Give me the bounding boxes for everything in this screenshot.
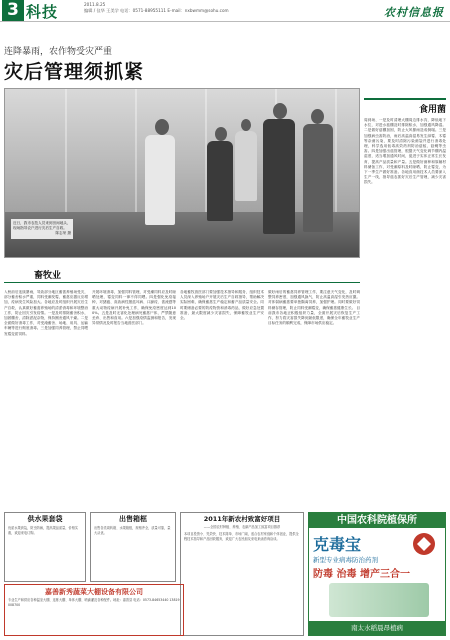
photo-person bbox=[303, 124, 333, 232]
page-header bbox=[0, 0, 450, 22]
company-title: 嘉善新秀蔬菜大棚设备有限公司 bbox=[45, 588, 143, 596]
column-5-text: 目前我市各地正积极组织力量，全面开展灾后恢复生产工作，努力将灾害损失降到最低限度，确保全年畜牧业生产目标任务的顺利完成，保障市场供应稳定。 bbox=[268, 305, 360, 326]
pesticide-slogan: 防毒 治毒 增产三合一 bbox=[313, 569, 410, 580]
pesticide-brand: 克毒宝 bbox=[313, 535, 362, 554]
section-title-livestock: 畜牧业 bbox=[34, 271, 62, 281]
column-4 bbox=[268, 290, 360, 500]
pesticide-header: 中国农科院植保所 bbox=[309, 513, 445, 528]
ad-greenhouse-company bbox=[4, 584, 184, 636]
ad-crates-body: 出售各类周转箱、水果箱框，规格齐全，质量可靠，量大从优。 bbox=[94, 526, 171, 535]
photo-credit: 陈志荣 摄 bbox=[55, 231, 71, 236]
photo-person bbox=[145, 135, 175, 225]
photo-person bbox=[235, 131, 257, 201]
ad-pesticide bbox=[308, 512, 446, 636]
header-contact: 编辑 / 仪华 王美学 电话：0571-88955111 E-mail：nxbwmm@sohu.com bbox=[84, 8, 229, 13]
column-4-text: 做好雨后的畜禽饲养管理工作，要注意天气变化，及时调整饲养密度，加强通风换气，防止高温高湿引发热应激。对体弱病畜禽要单独隔离饲养，加强护理。同时要做好饲料储存管理，防止饲料受潮霉变，确保畜禽健康生长。 bbox=[268, 290, 360, 310]
section-divider bbox=[4, 282, 360, 283]
pesticide-product-image bbox=[329, 583, 429, 617]
ad-fruit-bags-body: 优质水果套袋，防虫防病，提高果品质量，价格实惠，欢迎来电订购。 bbox=[8, 526, 79, 535]
column-2: 开展环境消毒，加强饲料管理，对受潮饲料应及时晾晒处理，霉变饲料一律不得饲喂。四是强化免疫接种，对猪瘟、高致病性猪蓝耳病、口蹄疫、禽流感等重大动物疫病开展补免工作，确保免疫密度达到100%。五是及时无害化处理病死畜禽尸体，严禁随意丢弃、出售和食用。六是加强疫情监测和报告，发现异常情况及时报告当地兽医部门。 bbox=[92, 290, 176, 326]
ad-crates bbox=[90, 512, 176, 582]
page-number: 3 bbox=[2, 0, 24, 21]
article-photo bbox=[4, 88, 360, 258]
photo-caption bbox=[11, 219, 73, 239]
ad-projects bbox=[180, 512, 304, 636]
column-1: 入秋前后连续暴雨，导致部分地区畜禽养殖场受灾，部分畜舍积水严重，饲料受潮发霉，畜禽应激反应增加，疫病发生风险加大。各地应及时组织开展灾后生产自救，认真做好畜禽养殖场的清淤消毒和环境整治工作，防止因灾引发疫情。一是及时排除畜舍积水，加固棚舍，清除淤泥杂物，保持圈舍通风干燥。二是全面做好消毒工作，对受淹畜舍、场地、用具、运输车辆等进行彻底消毒。三是加强饲养管理，禁止饲喂发霉变质饲料。 bbox=[4, 290, 88, 336]
article-subhead: 连降暴雨，农作物受灾严重 bbox=[4, 47, 113, 57]
pesticide-footer: 南太水稻晨昂植病 bbox=[309, 621, 445, 635]
column-mushroom: 周到场、一是及时清理大棚周边排水沟，降低地下水位，对进水菇棚及时排除积水，加强通风降湿。二是做好菇棚加固，防止大风暴雨造成倒塌。三是加强病虫害防治，雨后高温高湿易发生绿霉、木霉等杂菌污染，要及时清除污染菌袋并进行消毒处理，科学选用低毒高效药剂防治菇蚊、菇蝇等虫害。四是加强出菇管理，根据天气变化调节棚内温湿度，适当增加通风时间，促进子实体正常生长发育，提高产品质量和产量。五是做好菌种和原辅材料储备工作，对受潮原料及时晾晒，防止霉变，为下一季生产做好准备。各地食用菌技术人员要深入生产一线，指导菇农抓好灾后生产管理，减少灾害损失。 bbox=[364, 118, 446, 185]
ad-fruit-bags bbox=[4, 512, 86, 582]
header-date: 2011.8.25 bbox=[84, 2, 106, 7]
column-3: 各地畜牧兽医部门要加强技术指导和服务，组织技术人员深入养殖场户开展灾后生产自救指导，帮助解决实际困难，确保畜禽生产稳定和畜产品质量安全。同时要储备必要的防疫物资和消毒药品，做好应急处置准备，最大限度减少灾害损失，保障畜牧业生产安全。 bbox=[180, 290, 264, 321]
section-label: 科技 bbox=[26, 3, 59, 21]
ad-crates-title: 出售箱框 bbox=[119, 515, 147, 523]
masthead-logo: 农村信息报 bbox=[384, 6, 444, 19]
photo-person bbox=[263, 119, 295, 234]
section-title-mushroom: 食用菌 bbox=[364, 98, 446, 112]
header-meta bbox=[84, 2, 324, 14]
photo-person bbox=[207, 141, 233, 221]
photo-caption-text: 近日，我市农技人员来到田间地头，现场指导农户进行灾后生产自救。 bbox=[13, 221, 71, 231]
pesticide-logo-icon bbox=[407, 531, 441, 557]
ad-projects-subtitle: ——全国农村种植、养殖、农副产品加工致富项目推荐 bbox=[203, 525, 281, 529]
ad-projects-title: 2011年新农村致富好项目 bbox=[203, 515, 281, 523]
pesticide-tagline: 新型专业病毒防治药剂 bbox=[313, 556, 378, 564]
article-headline: 灾后管理须抓紧 bbox=[4, 61, 145, 83]
ad-projects-body: 本项目投资小、见效快、技术简单、市场广阔，适合农村家庭和个体创业，提供全程技术指导和产品回收服务，欢迎广大农民朋友来电来函咨询洽谈。 bbox=[184, 531, 299, 541]
company-body: 专业生产和供应各种温室大棚、连栋大棚、单体大棚、喷滴灌及各种配件。地址：嘉善县 电话：0573-84653440 13819008700 bbox=[8, 598, 180, 607]
ad-fruit-bags-title: 供水果套袋 bbox=[27, 515, 63, 523]
